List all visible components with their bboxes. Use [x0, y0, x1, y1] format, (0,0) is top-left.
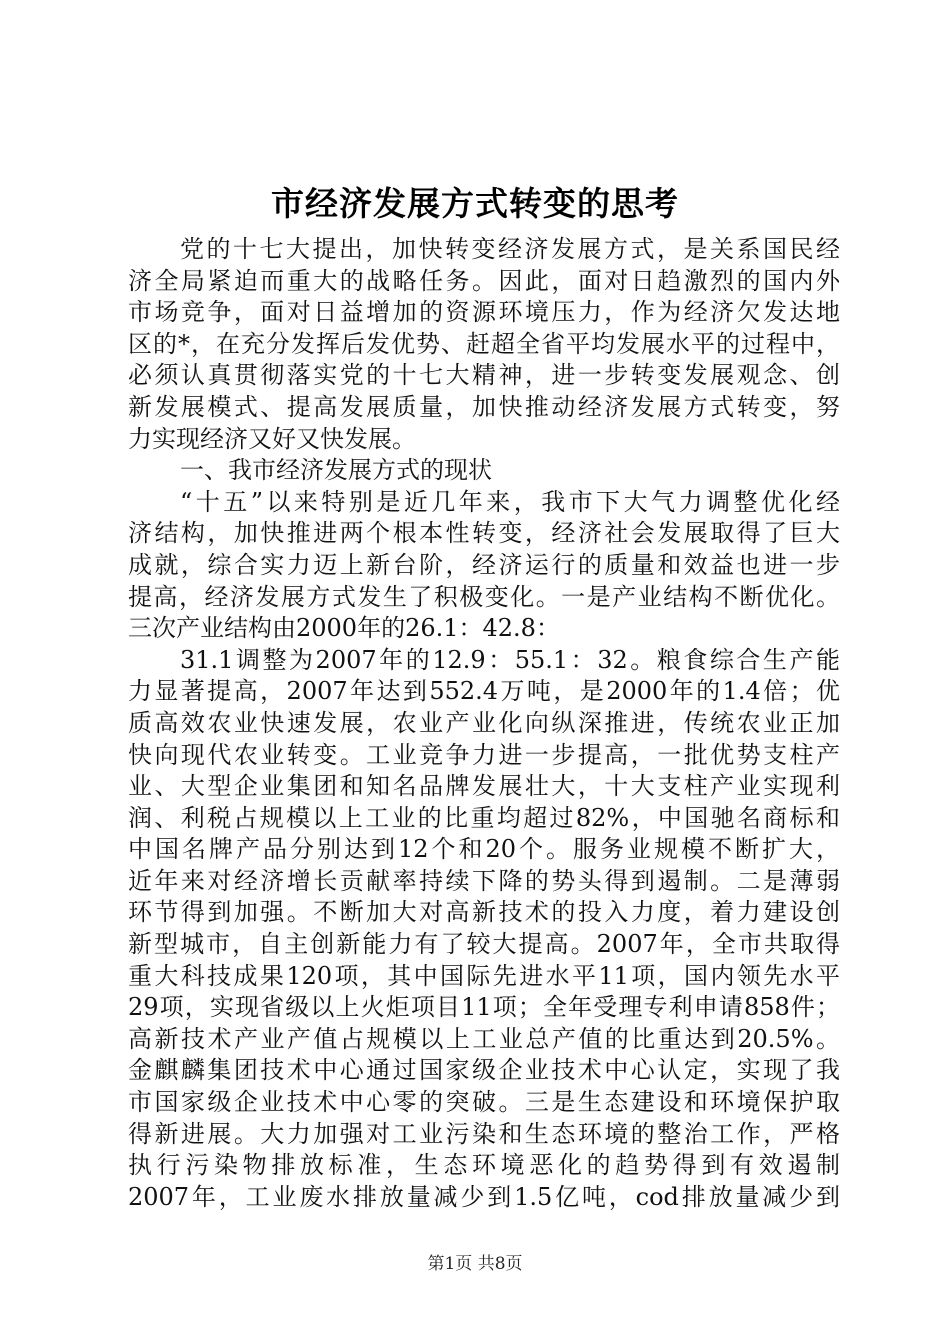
body-line: 中国名牌产品分别达到12个和20个。服务业规模不断扩大，	[128, 835, 840, 864]
body-line: 党的十七大提出，加快转变经济发展方式，是关系国民经	[180, 235, 840, 263]
body-line: 重大科技成果120项，其中国际先进水平11项，国内领先水平	[128, 961, 840, 990]
body-line: 区的*，在充分发挥后发优势、赶超全省平均发展水平的过程中，	[128, 329, 840, 358]
section-heading: 一、我市经济发展方式的现状	[180, 456, 492, 485]
body-line: 市国家级企业技术中心零的突破。三是生态建设和环境保护取	[128, 1088, 840, 1117]
body-line: 执行污染物排放标准，生态环境恶化的趋势得到有效遏制	[128, 1151, 840, 1180]
body-line: 31.1调整为2007年的12.9：55.1：32。粮食综合生产能	[180, 645, 840, 674]
body-line: 环节得到加强。不断加大对高新技术的投入力度，着力建设创	[128, 898, 840, 927]
page-number: 第1页 共8页	[427, 1254, 523, 1274]
body-line: 成就，综合实力迈上新台阶，经济运行的质量和效益也进一步	[128, 550, 840, 579]
body-line: 业、大型企业集团和知名品牌发展壮大，十大支柱产业实现利	[128, 772, 840, 801]
body-line: 新型城市，自主创新能力有了较大提高。2007年，全市共取得	[128, 930, 840, 959]
body-line: 快向现代农业转变。工业竞争力进一步提高，一批优势支柱产	[128, 740, 840, 769]
body-line: 市场竞争，面对日益增加的资源环境压力，作为经济欠发达地	[128, 298, 840, 327]
body-line: 提高，经济发展方式发生了积极变化。一是产业结构不断优化。	[128, 582, 840, 611]
body-line: 高新技术产业产值占规模以上工业总产值的比重达到20.5%。	[128, 1024, 840, 1053]
document-title: 市经济发展方式转变的思考	[271, 184, 679, 223]
body-line: 近年来对经济增长贡献率持续下降的势头得到遏制。二是薄弱	[128, 866, 840, 895]
body-line: 29项，实现省级以上火炬项目11项；全年受理专利申请858件；	[128, 993, 840, 1022]
body-line: 力实现经济又好又快发展。	[128, 424, 416, 453]
body-line: 济结构，加快推进两个根本性转变，经济社会发展取得了巨大	[128, 519, 840, 548]
body-line: 必须认真贯彻落实党的十七大精神，进一步转变发展观念、创	[128, 361, 840, 390]
body-line: “十五”以来特别是近几年来，我市下大气力调整优化经	[180, 487, 840, 516]
body-line: 力显著提高，2007年达到552.4万吨，是2000年的1.4倍；优	[128, 677, 840, 706]
body-line: 三次产业结构由2000年的26.1：42.8：	[128, 614, 560, 643]
body-line: 金麒麟集团技术中心通过国家级企业技术中心认定，实现了我	[128, 1056, 840, 1085]
body-line: 质高效农业快速发展，农业产业化向纵深推进，传统农业正加	[128, 708, 840, 737]
body-line: 新发展模式、提高发展质量，加快推动经济发展方式转变，努	[128, 392, 840, 421]
document-body	[128, 234, 840, 1213]
body-line: 2007年，工业废水排放量减少到1.5亿吨，cod排放量减少到	[128, 1182, 840, 1211]
body-line: 得新进展。大力加强对工业污染和生态环境的整治工作，严格	[128, 1119, 840, 1148]
body-line: 润、利税占规模以上工业的比重均超过82%，中国驰名商标和	[128, 803, 840, 832]
body-line: 济全局紧迫而重大的战略任务。因此，面对日趋激烈的国内外	[128, 266, 840, 295]
